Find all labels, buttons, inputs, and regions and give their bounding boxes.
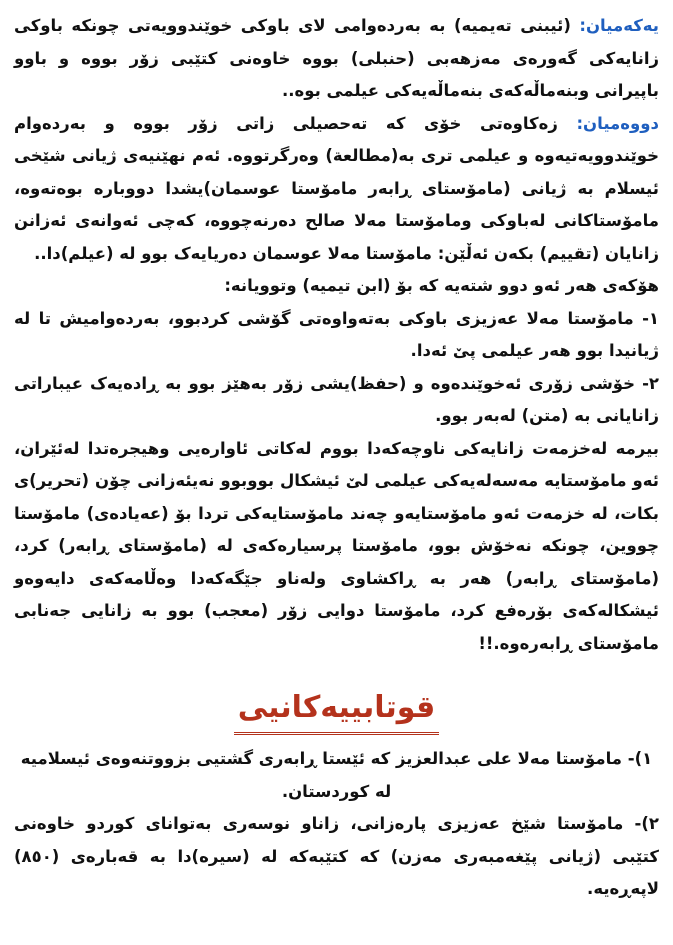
reasons-intro: هۆکەی هەر ئەو دوو شتەیە کە بۆ (ابن تیمیە) وتوویانە:: [224, 276, 659, 295]
reason-point-2: ٢- خۆشی زۆری ئەخوێندەوە و (حفظ)یشی زۆر بەهێز بوو بە ڕادەیەک عیباراتی زانایانی بە (متن) لەبەر بوو.: [14, 373, 659, 425]
second-label: دووەمیان:: [576, 113, 659, 133]
paragraph-first: [14, 10, 659, 108]
students-heading: قوتابییەکانیی: [234, 686, 440, 735]
memory-paragraph: بیرمە لەخزمەت زانایەکی ناوچەکەدا بووم لەکاتی ئاوارەیی وهیجرەتدا لەئێران، ئەو مامۆستایە مەسەلەیەکی عیلمی لێ ئیشکال بووبوو نەیئەزانی چۆن (تحریر)ی بکات، لە خزمەت ئەو مامۆستایەو چەند مامۆستایەکی تردا بۆ (عەیادەی) مامۆستا چووین، چونکە نەخۆش بوو، مامۆستا پرسیارەکەی لە (مامۆستای ڕابەر) کرد، (مامۆستای ڕابەر) هەر بە ڕاکشاوی ولەناو جێگەکەدا وەڵامەکەی دایەوەو ئیشکالەکەی بۆرەفع کرد، مامۆستا دوایی زۆر (معجب) بوو بە زانایی جەنابی مامۆستای ڕابەرەوە.!!: [14, 438, 659, 653]
second-text: زەکاوەتی خۆی کە تەحصیلی زاتی زۆر بووە و بەردەوام خوێندوویەتیەوە و عیلمی تری بە(مطالعة) وەرگرتووە. ئەم نهێنیەی ژیانی شێخی ئیسلام بە ژیانی (مامۆستای ڕابەر مامۆستا عوسمان)یشدا دووبارە بوەتەوە، مامۆستاکانی لەباوکی ومامۆستا مەلا صالح دەرنەچووە، کەچی ئەوانەی ئەزانن زانایان (تقییم) بکەن ئەڵێن: مامۆستا مەلا عوسمان دەریایەک بوو لە (عیلم)دا..: [14, 113, 659, 263]
first-text: (ئیبنی تەیمیە) بە بەردەوامی لای باوکی خوێندوویەتی چونکە باوکی زانایەکی گەورەی مەزهەبی (حنبلی) بووە خاوەنی کتێبی زۆر بووە و باوو باپیرانی وبنەماڵەکەی بنەماڵەیەکی عیلمی بوە..: [14, 16, 659, 100]
student-item-1: ١)- مامۆستا مەلا علی عبدالعزیز کە ئێستا ڕابەری گشتیی بزووتنەوەی ئیسلامیە لە کوردستان.: [20, 749, 653, 801]
students-heading-wrap: [14, 686, 659, 735]
reason-point-1: ١- مامۆستا مەلا عەزیزی باوکی بەتەواوەتی گۆشی کردبوو، بەردەوامیش تا لە ژیانیدا بوو هەر عیلمی پێ ئەدا.: [14, 308, 659, 360]
student-item-2: ٢)- مامۆستا شێخ عەزیزی پارەزانی، زاناو نوسەری بەتوانای کوردو خاوەنی کتێبی (ژیانی پێغەمبەری مەزن) کە کتێبەکە لە (سیرە)دا بە قەبارەی (٨٥٠) لاپەڕەیە.: [14, 814, 659, 898]
first-label: یەکەمیان:: [579, 16, 659, 35]
paragraph-second: [14, 108, 659, 271]
